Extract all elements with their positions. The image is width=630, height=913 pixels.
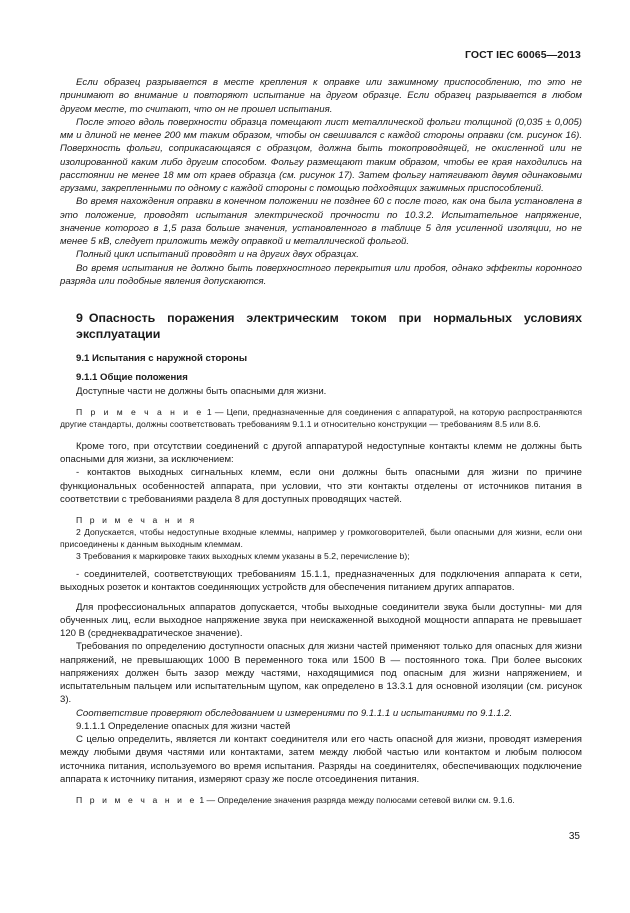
subsection-heading-9-1: 9.1 Испытания с наружной стороны <box>76 353 248 364</box>
note-2: 2 Допускается, чтобы недоступные входные клеммы, например у громкоговорителей, были опасными для жизни, если они присоединены к данным выходным клеммам. <box>60 527 582 549</box>
paragraph-no-breakdown: Во время испытания не должно быть поверхностного перекрытия или пробоя, однако эффекты коронного разряда или подобные явления допускаются. <box>60 262 582 287</box>
subsection-heading-9-1-1: 9.1.1 Общие положения <box>76 372 188 384</box>
note-last-text: 1 — Определение значения разряда между полюсами сетевой вилки см. 9.1.6. <box>199 795 515 805</box>
note-text: 1 — Цепи, предназначенные для соединения с аппаратурой, на которую распространяются другие стандарты, должны соответствовать требованиям 9.1.1 и относительно конструкции — требованиям 8.5 или 8.6. <box>60 406 582 429</box>
paragraph-define-hazardous: С целью определить, является ли контакт соединителя или его часть опасной для жизни, проводят измерения между любыми двумя частями или контактами, затем между любой частью или контактом и любым полюсом источника питания, используемого во время испытания. Разряды на соединителях, обеспечивающих подключение аппарата к источнику питания, измеряют сразу же после отсоединения питания. <box>60 734 582 785</box>
paragraph-bullet-connectors: - соединителей, соответствующих требованиям 15.1.1, предназначенных для подключения аппарата к сети, выходных розеток и контактов соединяющих устройств для обеспечения питанием других аппаратов. <box>60 569 582 594</box>
paragraph-inaccessible-contacts: Кроме того, при отсутствии соединений с другой аппаратурой недоступные контакты клемм не должны быть опасными для жизни, за исключением: <box>60 440 582 465</box>
note-1 <box>60 406 582 430</box>
document-body <box>60 76 582 806</box>
note-last <box>60 794 582 806</box>
paragraph-professional-apparatus: Для профессиональных аппаратов допускается, чтобы выходные соединители звука были доступны- ми для обученных лиц, если выходное напряжение звука при неискаженной выходной мощности аппарата не превышает 120 В (среднеквадратическое значение). <box>60 601 582 639</box>
section-title: Опасность поражения электрическим током при нормальных условиях эксплуатации <box>76 311 582 341</box>
paragraph-sample-break: Если образец разрывается в месте крепления к оправке или зажимному приспособлению, то это не принимают во внимание и повторяют испытание на другом образце. Если образец разрывается в любом другом месте, то считают, что он не прошел испытания. <box>60 77 582 115</box>
note-3: 3 Требования к маркировке таких выходных клемм указаны в 5.2, перечисление b); <box>76 551 410 561</box>
page-number: 35 <box>568 831 580 842</box>
paragraph-accessible-parts: Доступные части не должны быть опасными для жизни. <box>76 385 327 397</box>
section-number: 9 <box>76 311 83 325</box>
paragraph-full-cycle: Полный цикл испытаний проводят и на других двух образцах. <box>76 249 359 261</box>
paragraph-requirements-voltage: Требования по определению доступности опасных для жизни частей применяют только для опасных для жизни напряжений, не превышающих 1000 В переменного тока или 1500 В — постоянного тока. При более высоких напряжениях должен быть зазор между частями, находящимися под опасным для жизни напряжением, и испытательным пальцем или испытательным щупом, как определено в 13.3.1 для основной изоляции (см. рисунок 3). <box>60 641 582 706</box>
note-label: П р и м е ч а н и е <box>76 406 204 417</box>
section-heading-9 <box>60 310 582 342</box>
paragraph-compliance: Соответствие проверяют обследованием и измерениями по 9.1.1.1 и испытаниями по 9.1.1.2. <box>76 707 513 719</box>
note-last-label: П р и м е ч а н и е <box>76 795 197 805</box>
document-header: ГОСТ IEC 60065—2013 <box>464 49 581 61</box>
paragraph-foil-placement: После этого вдоль поверхности образца помещают лист металлической фольги толщиной (0,035 ± 0,005) мм и длиной не менее 200 мм таким образом, чтобы он свешивался с каждой стороны оправки (см. рисунок 16). Поверхность фольги, соприкасающаяся с образцом, должна быть токопроводящей, не окисленной или не изолированной каким либо другим способом. Фольгу размещают таким образом, чтобы ее края находились на расстоянии не менее 18 мм от краев образца (см. рисунок 17). Затем фольгу натягивают двумя одинаковыми грузами, закрепленными по одному с каждой стороны с помощью подходящих зажимных приспособлений. <box>60 116 582 194</box>
notes-label: П р и м е ч а н и я <box>76 515 197 525</box>
paragraph-bullet-output-terminals: - контактов выходных сигнальных клемм, если они должны быть опасными для жизни по причине функциональных особенностей аппарата, при условии, что эти контакты отделены от источников питания в соответствии с требованиями раздела 8 для доступных проводящих частей. <box>60 467 582 505</box>
paragraph-dielectric-test: Во время нахождения оправки в конечном положении не позднее 60 с после того, как она была установлена в это положение, проводят испытания электрической прочности по 10.3.2. Испытательное напряжение, значение которого в 1,5 раза больше значения, установленного в таблице 5 для усиленной изоляции, но не менее 5 кВ, следует приложить между оправкой и металлической фольгой. <box>60 196 582 247</box>
subsection-heading-9-1-1-1: 9.1.1.1 Определение опасных для жизни частей <box>76 720 291 732</box>
